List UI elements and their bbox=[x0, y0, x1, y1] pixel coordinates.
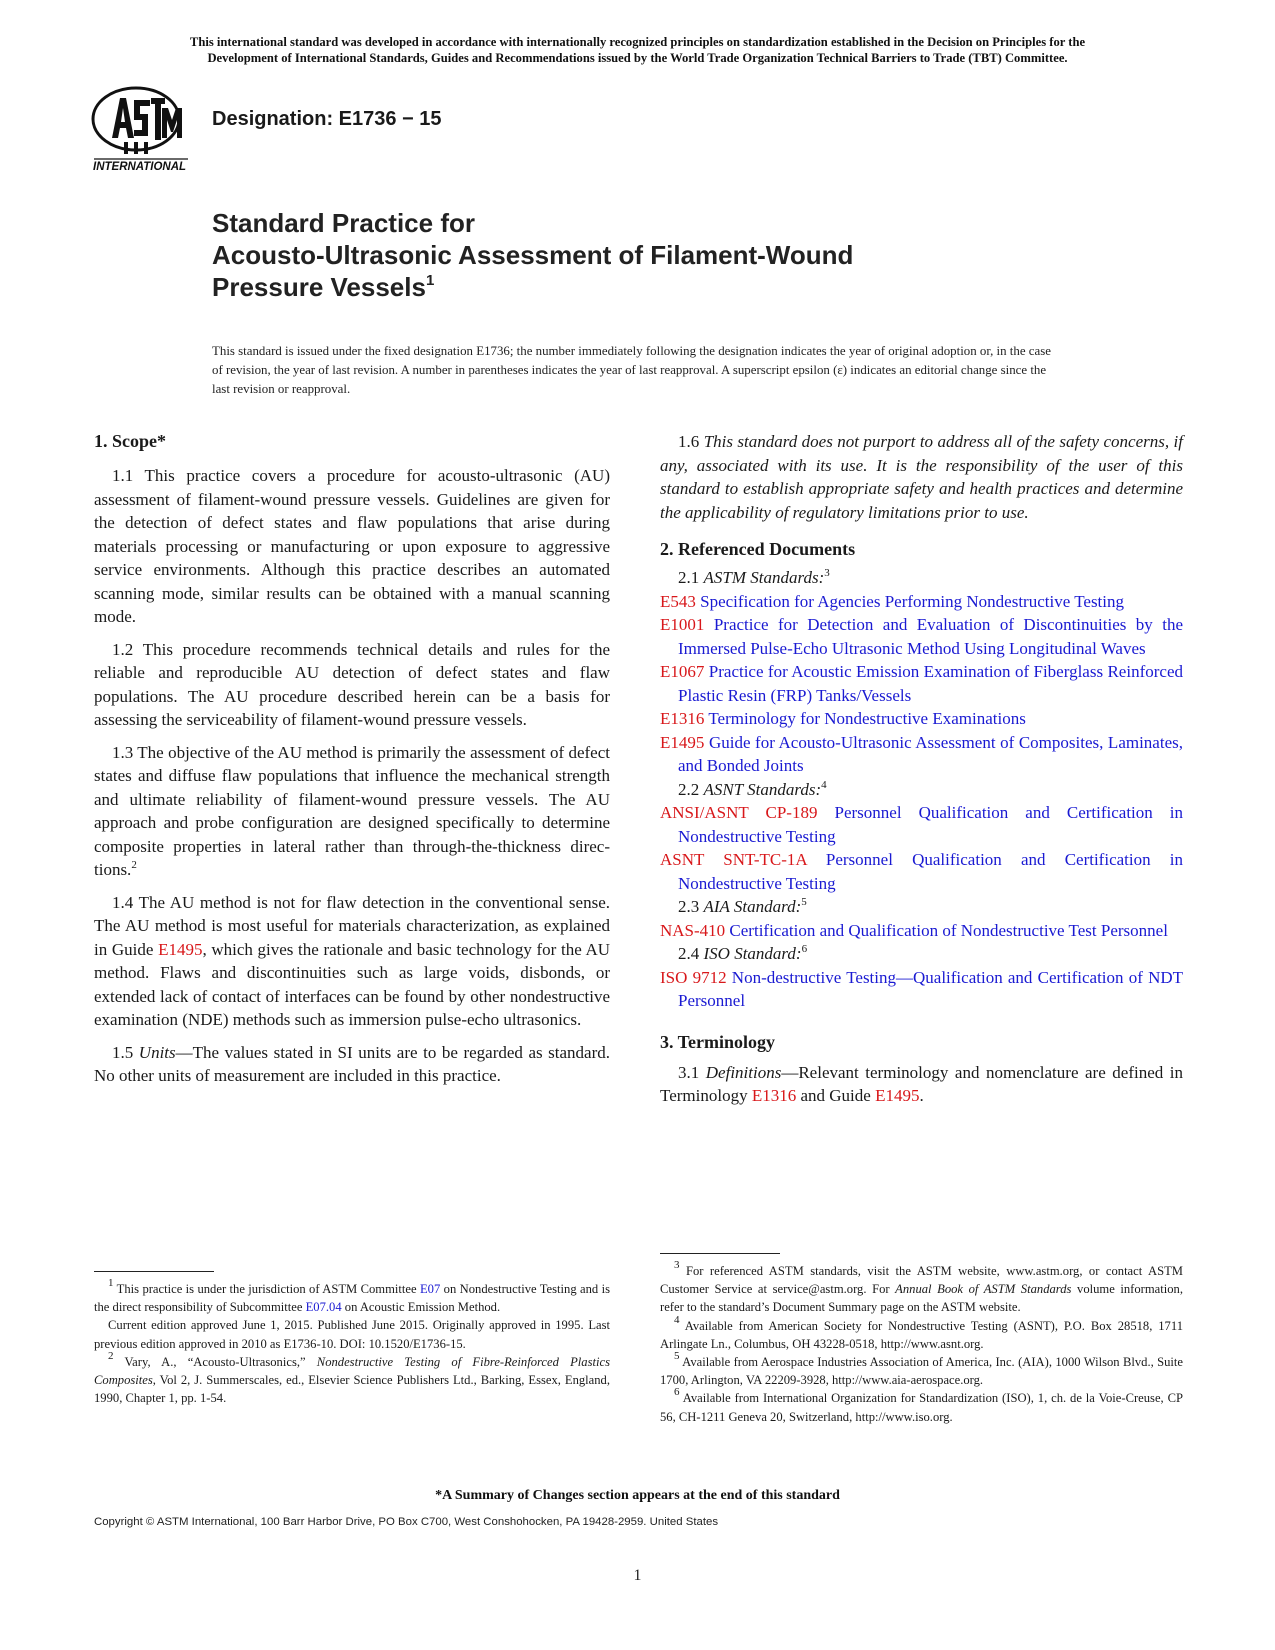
reference-title-link[interactable]: Guide for Acousto-Ultrasonic Assessment of Composites, Laminates, and Bonded Joints bbox=[678, 732, 1183, 775]
asnt-reference-item bbox=[660, 848, 1183, 895]
reference-code-link[interactable]: E1067 bbox=[660, 662, 705, 681]
title-line-1: Standard Practice for bbox=[212, 208, 475, 238]
banner-line-1: This international standard was developed in accordance with internationally recognized principles on standardization established in the Decision on Principles for the bbox=[189, 35, 1086, 49]
subsection-2-4: 2.4 ISO Standard:$^6$ bbox=[678, 943, 808, 963]
iso-reference-item bbox=[660, 966, 1183, 1013]
section-2-heading: 2. Referenced Documents bbox=[660, 539, 856, 559]
title-line-3: Pressure Vessels$^1$ bbox=[212, 272, 435, 302]
para-1-1: 1.1 This practice covers a procedure for acousto-ultrasonic (AU) assessment of filament-wound pressure vessels. Guidelines are given for the detection of defect states and flaw populations that arise during materials processing or manufacturing or upon exposure to aggressive service environments. Although this practice describes an automated scanning mode, similar results can be obtained with a manual scanning mode. bbox=[94, 466, 610, 626]
subsection-2-1: 2.1 ASTM Standards:$^3$ bbox=[678, 567, 830, 587]
subsection-2-3: 2.3 AIA Standard:$^5$ bbox=[678, 896, 807, 916]
astm-reference-item bbox=[660, 613, 1183, 660]
footnote-1: $^1$ This practice is under the jurisdiction of ASTM Committee E07 on Nondestructive Testing and is the direct responsibility of Subcommittee E07.04 on Acoustic Emission Method. bbox=[94, 1277, 610, 1315]
reference-title-link[interactable]: Specification for Agencies Performing Nondestructive Testing bbox=[700, 591, 1125, 611]
para-1-4: 1.4 The AU method is not for flaw detection in the conventional sense. The AU method is most useful for materials characterization, as explained in Guide E1495, which gives the rationale and basic technology for the AU method. Flaws and discontinuities such as large voids, disbonds, or extended lack of contact of interfaces can be found by other nondestructive examination (NDE) methods such as immersion pulse-echo ultrasonics. bbox=[94, 892, 610, 1029]
link-e1495-terminology[interactable]: E1495 bbox=[875, 1086, 920, 1105]
astm-references bbox=[660, 590, 1183, 778]
para-1-2: 1.2 This procedure recommends technical details and rules for the reliable and reproducible AU detection of defect states and flaw populations. The AU procedure described herein can be a basis for assessing the serviceability of filament-wound pressure vessels. bbox=[94, 639, 610, 729]
reference-title-link[interactable]: Practice for Detection and Evaluation of Discontinuities by the Immersed Pulse-Echo Ultrasonic Method Using Longitudinal Waves bbox=[678, 615, 1183, 658]
reference-title-link[interactable]: Non-destructive Testing—Qualification and Certification of NDT Personnel bbox=[678, 967, 1184, 1010]
link-e07[interactable]: E07 bbox=[419, 1282, 441, 1296]
reference-title-link[interactable]: Practice for Acoustic Emission Examination of Fiberglass Reinforced Plastic Resin (FRP) Tanks/Vessels bbox=[678, 662, 1183, 705]
asnt-reference-item bbox=[660, 801, 1183, 848]
footnotes-right bbox=[660, 1253, 1183, 1426]
section-1-heading: 1. Scope* bbox=[94, 431, 166, 451]
reference-code-link[interactable]: E1001 bbox=[660, 615, 705, 634]
right-column bbox=[660, 430, 1183, 1117]
summary-of-changes-note: *A Summary of Changes section appears at the end of this standard bbox=[435, 1488, 840, 1503]
title-footnote-ref[interactable]: 1 bbox=[425, 272, 435, 289]
banner-line-2: Development of International Standards, Guides and Recommendations issued by the World Trade Organization Technical Barriers to Trade (TBT) Committee. bbox=[207, 51, 1068, 65]
iso-references bbox=[660, 966, 1183, 1013]
footnote-1-edition: Current edition approved June 1, 2015. Published June 2015. Originally approved in 1995. Last previous edition approved in 2010 as E1736-10. DOI: 10.1520/E1736-15. bbox=[94, 1318, 610, 1351]
para-1-5: 1.5 Units—The values stated in SI units are to be regarded as standard. No other units of measurement are included in this practice. bbox=[94, 1042, 610, 1085]
astm-reference-item bbox=[660, 707, 1183, 731]
reference-title-link[interactable]: Personnel Qualification and Certification in Nondestructive Testing bbox=[678, 803, 1184, 846]
reference-title-link[interactable]: Personnel Qualification and Certification in Nondestructive Testing bbox=[678, 850, 1184, 893]
footnote-rule-left bbox=[94, 1271, 214, 1272]
section-3-heading: 3. Terminology bbox=[660, 1031, 776, 1052]
reference-title-link[interactable]: Terminology for Nondestructive Examinations bbox=[708, 709, 1026, 728]
footnote-ref-2[interactable]: 2 bbox=[131, 859, 137, 871]
footnote-2: $^2$ Vary, A., “Acousto-Ultrasonics,” Nondestructive Testing of Fibre-Reinforced Plastics Composites, Vol 2, J. Summerscales, ed., Elsevier Science Publishers Ltd., Barking, Essex, England, 1990, Chapter 1, pp. 1-54. bbox=[94, 1349, 610, 1406]
reference-code-link[interactable]: ANSI/ASNT CP-189 bbox=[660, 803, 818, 822]
para-1-3: 1.3 The objective of the AU method is primarily the assessment of defect states and diffuse flaw populations that influence the mechanical strength and ultimate reliability of filament-wound pressure vessels. The AU approach and probe configuration are designed specifically to determine composite properties in lateral rather than through-the-thickness directions.$^2$ bbox=[94, 742, 610, 879]
reference-code-link[interactable]: NAS-410 bbox=[660, 920, 726, 940]
reference-code-link[interactable]: ISO 9712 bbox=[660, 967, 727, 987]
astm-reference-item bbox=[660, 731, 1183, 778]
title-line-2: Acousto-Ultrasonic Assessment of Filament-Wound bbox=[212, 240, 854, 270]
subsection-2-2: 2.2 ASNT Standards:$^4$ bbox=[678, 778, 827, 799]
astm-logo-text: INTERNATIONAL bbox=[93, 161, 187, 172]
tbt-banner bbox=[80, 34, 1195, 66]
footnote-rule-right bbox=[660, 1253, 780, 1254]
asnt-references bbox=[660, 801, 1183, 895]
footnote-5: $^5$ Available from Aerospace Industries Association of America, Inc. (AIA), 1000 Wilson Blvd., Suite 1700, Arlington, VA 22209-3928, http://www.aia-aerospace.org. bbox=[660, 1350, 1183, 1388]
reference-code-link[interactable]: E543 bbox=[660, 591, 696, 611]
footnote-4: $^4$ Available from American Society for Nondestructive Testing (ASNT), P.O. Box 28518, 1711 Arlingate Ln., Columbus, OH 43228-0518, http://www.asnt.org. bbox=[660, 1313, 1183, 1351]
aia-references bbox=[660, 919, 1183, 943]
aia-reference-item bbox=[660, 919, 1183, 943]
left-column bbox=[94, 430, 610, 1097]
astm-logo-icon bbox=[90, 86, 190, 172]
reference-code-link[interactable]: E1495 bbox=[660, 732, 705, 752]
designation: Designation: E1736 − 15 bbox=[212, 108, 442, 130]
footnote-6: $^6$ Available from International Organization for Standardization (ISO), 1, ch. de la Voie-Creuse, CP 56, CH-1211 Geneva 20, Switzerland, http://www.iso.org. bbox=[660, 1386, 1183, 1424]
footnote-3: $^3$ For referenced ASTM standards, visit the ASTM website, www.astm.org, or contact ASTM Customer Service at service@astm.org. For Annual Book of ASTM Standards volume information, refer to the standard’s Document Summary page on the ASTM website. bbox=[660, 1259, 1183, 1315]
reference-title-link[interactable]: Certification and Qualification of Nondestructive Test Personnel bbox=[729, 920, 1168, 940]
astm-reference-item bbox=[660, 660, 1183, 707]
link-e07-04[interactable]: E07.04 bbox=[305, 1300, 342, 1315]
para-1-6: 1.6 This standard does not purport to address all of the safety concerns, if any, associated with its use. It is the responsibility of the user of this standard to establish appropriate safety and health practices and determine the applicability of regulatory limitations prior to use. bbox=[660, 432, 1183, 522]
footnotes-left bbox=[94, 1271, 610, 1407]
link-e1316[interactable]: E1316 bbox=[751, 1086, 797, 1105]
astm-logo bbox=[90, 86, 190, 172]
para-3-1: 3.1 Definitions—Relevant terminology and nomenclature are defined in Terminology E1316 and Guide E1495. bbox=[660, 1062, 1184, 1105]
issuance-notice: This standard is issued under the fixed designation E1736; the number immediately following the designation indicates the year of original adoption or, in the case of revision, the year of last revision. A number in parentheses indicates the year of last reapproval. A superscript epsilon (ε) indicates an editorial change since the last revision or reapproval. bbox=[212, 344, 1051, 396]
link-e1495[interactable]: E1495 bbox=[158, 939, 203, 959]
document-title bbox=[212, 207, 853, 303]
reference-code-link[interactable]: E1316 bbox=[660, 709, 705, 728]
astm-reference-item bbox=[660, 590, 1183, 614]
copyright-line: Copyright © ASTM International, 100 Barr Harbor Drive, PO Box C700, West Conshohocken, PA 19428-2959. United States bbox=[94, 1516, 719, 1528]
page-number: 1 bbox=[633, 1567, 642, 1584]
reference-code-link[interactable]: ASNT SNT-TC-1A bbox=[660, 850, 807, 869]
